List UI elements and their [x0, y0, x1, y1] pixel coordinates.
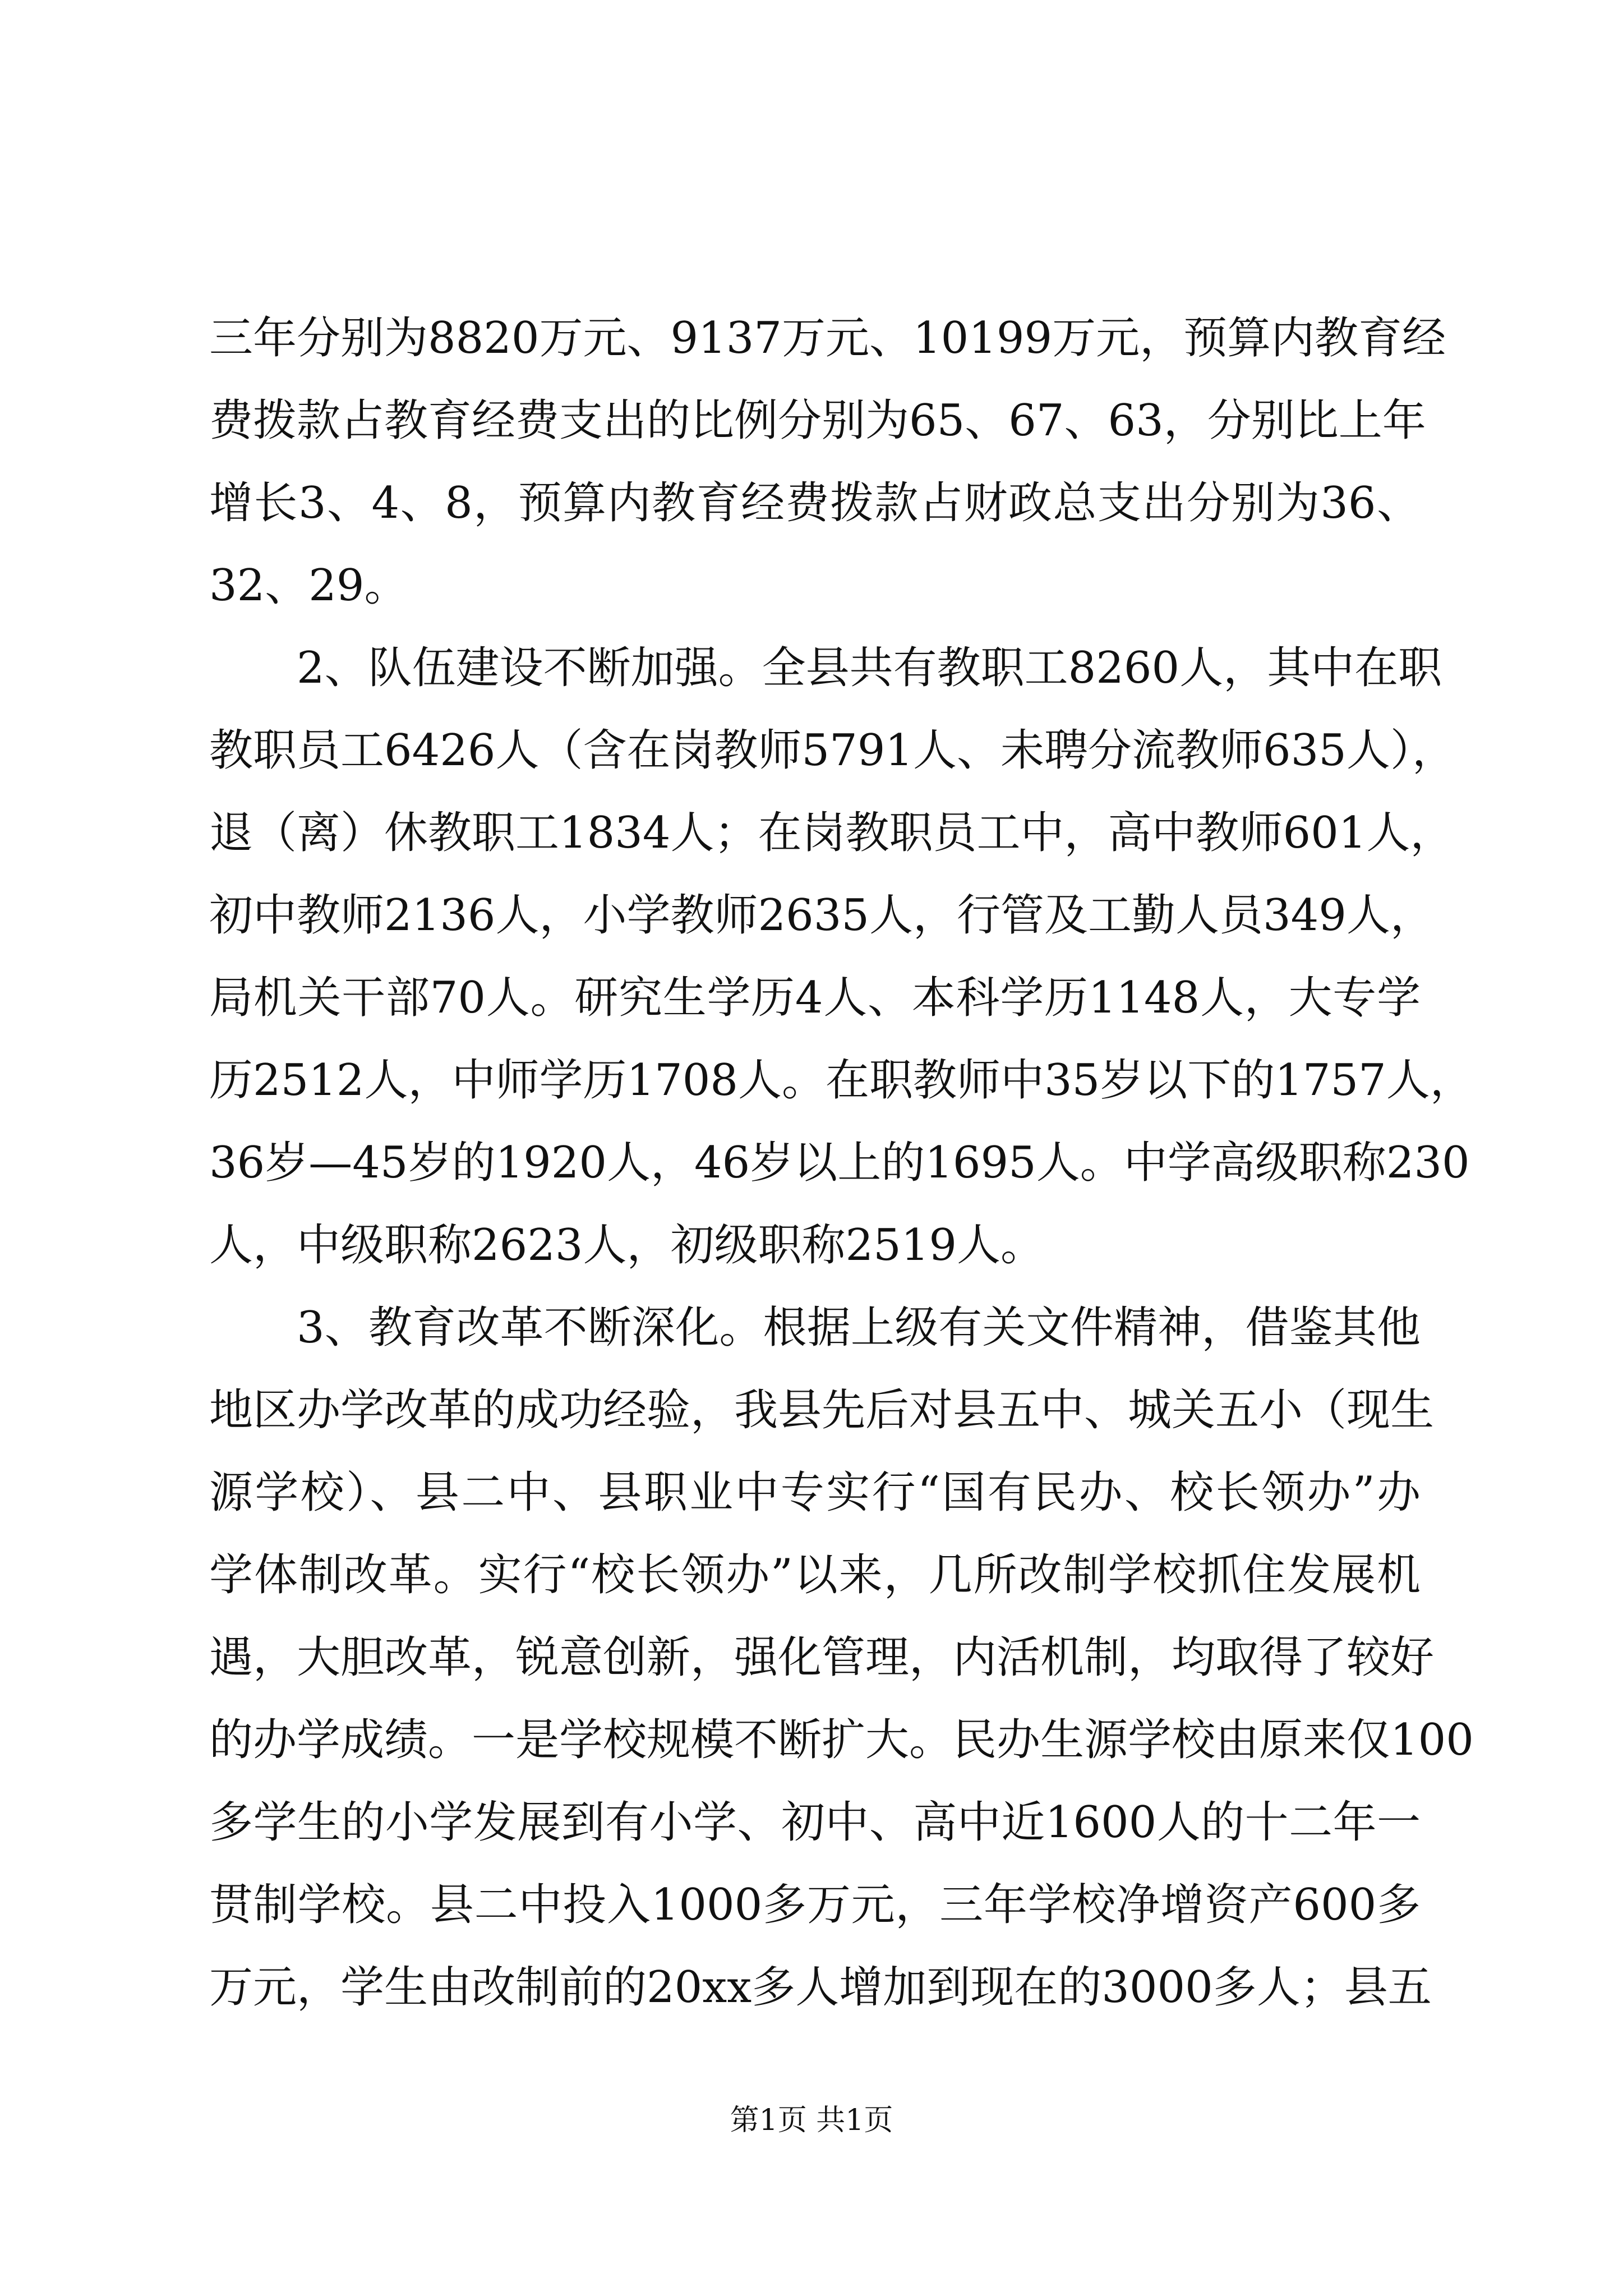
text-line: 费拨款占教育经费支出的比例分别为65、67、63，分别比上年 [209, 395, 1426, 446]
text-line: 遇，大胆改革，锐意创新，强化管理，内活机制，均取得了较好 [209, 1632, 1435, 1683]
text-line: 源学校）、县二中、县职业中专实行“国有民办、校长领办”办 [209, 1467, 1421, 1518]
paragraph-budget [209, 297, 1446, 627]
text-line: 局机关干部70人。研究生学历4人、本科学历1148人，大专学 [209, 973, 1421, 1023]
text-line: 三年分别为8820万元、9137万元、10199万元，预算内教育经 [209, 313, 1446, 364]
text-line: 36岁—45岁的1920人，46岁以上的1695人。中学高级职称230 [209, 1138, 1470, 1188]
text-line: 退（离）休教职工1834人；在岗教职员工中，高中教师601人， [209, 808, 1454, 858]
document-body [209, 297, 1474, 2029]
text-line: 2、队伍建设不断加强。全县共有教职工8260人，其中在职 [297, 643, 1442, 693]
text-line: 历2512人，中师学历1708人。在职教师中35岁以下的1757人， [209, 1055, 1474, 1106]
text-line: 多学生的小学发展到有小学、初中、高中近1600人的十二年一 [209, 1797, 1421, 1848]
paragraph-reform [209, 1287, 1474, 2029]
text-line: 增长3、4、8，预算内教育经费拨款占财政总支出分别为36、 [209, 478, 1421, 528]
text-line: 32、29。 [209, 560, 408, 611]
paragraph-staff [209, 627, 1474, 1287]
text-line: 万元，学生由改制前的20xx多人增加到现在的3000多人；县五 [209, 1962, 1432, 2013]
text-line: 的办学成绩。一是学校规模不断扩大。民办生源学校由原来仅100 [209, 1715, 1474, 1765]
text-line: 教职员工6426人（含在岗教师5791人、未聘分流教师635人）， [209, 725, 1456, 776]
text-line: 学体制改革。实行“校长领办”以来，几所改制学校抓住发展机 [209, 1550, 1421, 1600]
page-footer: 第1页 共1页 [730, 2104, 893, 2137]
text-line: 地区办学改革的成功经验，我县先后对县五中、城关五小（现生 [209, 1385, 1435, 1435]
text-line: 初中教师2136人，小学教师2635人，行管及工勤人员349人， [209, 890, 1434, 941]
text-line: 人，中级职称2623人，初级职称2519人。 [209, 1220, 1045, 1271]
text-line: 贯制学校。县二中投入1000多万元，三年学校净增资产600多 [209, 1880, 1421, 1930]
text-line: 3、教育改革不断深化。根据上级有关文件精神，借鉴其他 [297, 1303, 1421, 1353]
